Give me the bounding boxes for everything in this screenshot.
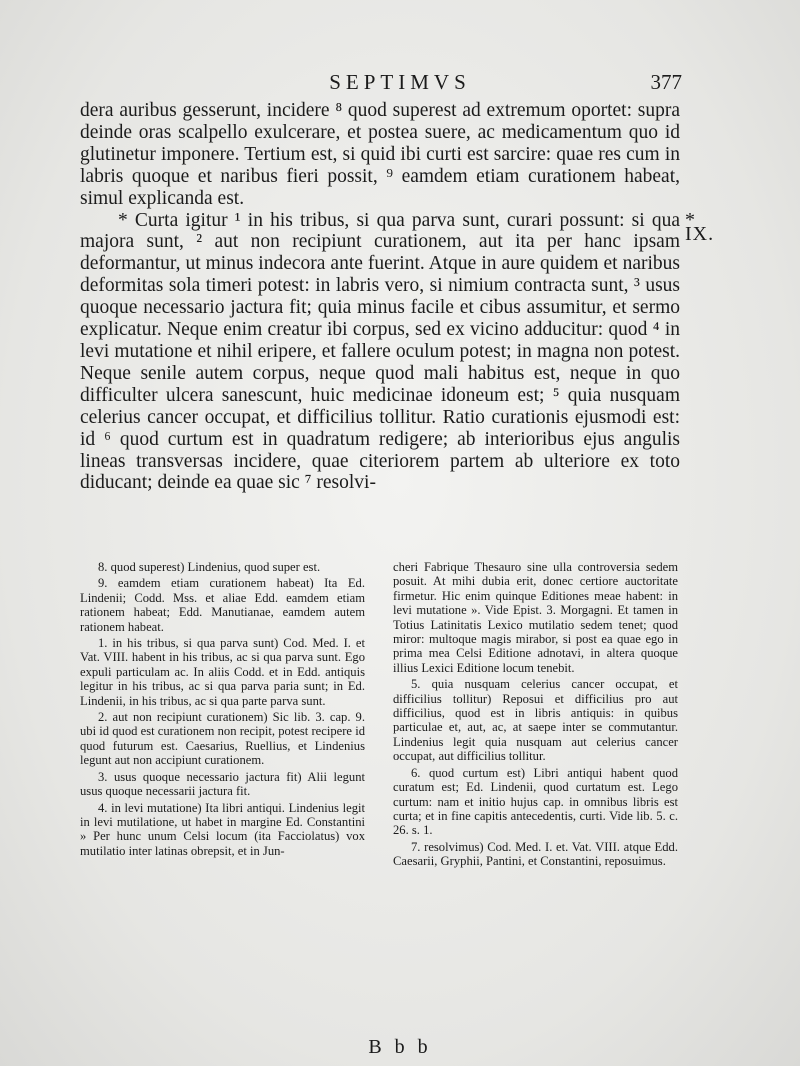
footnotes-right-column: [393, 560, 678, 871]
footnote: 3. usus quoque necessario jactura fit) Alii legunt usus quoque necessarii jactura fit.: [80, 769, 365, 799]
footnote: 2. aut non recipiunt curationem) Sic lib. 3. cap. 9. ubi id quod est curationem non recipit, potest recipere id quod futurum est. Caesarius, Ruellius, et Lindenius legunt aut non accipiunt curationem.: [80, 710, 365, 768]
footnote: 5. quia nusquam celerius cancer occupat, et difficilius tollitur) Reposui et difficilius pro aut difficilius, quod est in libris antiquis: in quibus particulae et, aut, ac, at saepe inter se commutantur. Lindenius legit quia nusquam aut celerius cancer occupat, aut difficilius tollitur.: [393, 677, 678, 764]
running-title: SEPTIMVS: [329, 70, 471, 94]
chapter-marker: * IX.: [685, 209, 715, 245]
footnote: 9. eamdem etiam curationem habeat) Ita Ed. Lindenii; Codd. Mss. et aliae Edd. eamdem etiam rationem habeat; Edd. Manutianae, eamdem autem rationem habeat.: [80, 576, 365, 634]
running-head: [0, 70, 800, 100]
footnote: 7. resolvimus) Cod. Med. I. et. Vat. VIII. atque Edd. Caesarii, Gryphii, Pantini, et Constantini, reposuimus.: [393, 839, 678, 869]
page-number: 377: [650, 70, 682, 94]
body-paragraph: dera auribus gesserunt, incidere ⁸ quod superest ad extremum oportet: supra deinde oras scalpello exulcerare, et postea suere, ac medicamentum quo id glutinetur imponere. Tertium est, si quid ibi curti est sarcire: quae res cum in labris quoque et naribus fieri possit, ⁹ eamdem etiam curationem habeat, simul explicanda est.: [80, 100, 680, 209]
footnotes-left-column: [80, 560, 365, 860]
body-paragraph: * Curta igitur ¹ in his tribus, si qua parva sunt, curari possunt: si qua majora sunt, ² aut non recipiunt curationem, aut ita per hanc ipsam deformantur, ut minus indecora ante fuerint. Atque in aure quidem et naribus deformitas sola timeri potest: in labris vero, si nimium contracta sunt, ³ usus quoque necessario jactura fit; quia minus facile et cibus assumitur, et sermo explicatur. Neque enim creatur ibi corpus, sed ex vicino adducitur: quod ⁴ in levi mutatione et nihil eripere, et fallere oculum potest; in magna non potest. Neque senile autem corpus, neque quod mali habitus est, neque in quo difficulter ulcera sanescunt, huic medicinae idoneum est; ⁵ quia nusquam celerius cancer occupat, et difficilius tollitur. Ratio curationis ejusmodi est: id ⁶ quod curtum est in quadratum redigere; ab interioribus ejus angulis lineas transversas incidere, quae citeriorem partem ab ulteriore ex toto diducant; deinde ea quae sic ⁷ resolvi-: [80, 209, 680, 494]
footnote: 4. in levi mutatione) Ita libri antiqui. Lindenius legit in levi mutilatione, ut habet in margine Ed. Constantini » Per hunc unum Celsi locum (ita Facciolatus) vox mutilatio inter latinas obrepsit, et in Jun-: [80, 800, 365, 858]
footnote: 1. in his tribus, si qua parva sunt) Cod. Med. I. et Vat. VIII. habent in his tribus, ac si qua parva sunt. Ego expuli particulam ac. In aliis Codd. et in Edd. antiquis legitur in his tribus, ac si qua parva paria sunt; in Ed. Lindenii, in his tribus, ac si qua parte parva sunt.: [80, 636, 365, 708]
footnote: 8. quod superest) Lindenius, quod super est.: [98, 560, 321, 574]
footnote: cheri Fabrique Thesauro sine ulla controversia sedem posuit. At mihi dubia erit, donec certiore auctoritate firmetur. Hic enim quinque Editiones meae habent: in levi mutatione ». Vide Epist. 3. Morgagni. Et tamen in Totius Latinitatis Lexico mutilatio sedem tenet; quod miror: multoque magis mirabor, si post ea quae ego in prima mea Celsi Editione adnotavi, in altera quoque illius Lexici Editione locum tenebit.: [393, 560, 678, 675]
footnote: 6. quod curtum est) Libri antiqui habent quod curatum est; Ed. Lindenii, quod curtatum est. Lego curtum: nam et initio hujus cap. in omnibus libris est curta; et in fine capitis antecedentis, curti. Vide lib. 5. c. 26. s. 1.: [393, 765, 678, 838]
signature-mark: B b b: [368, 1036, 432, 1058]
main-text: [80, 100, 680, 494]
